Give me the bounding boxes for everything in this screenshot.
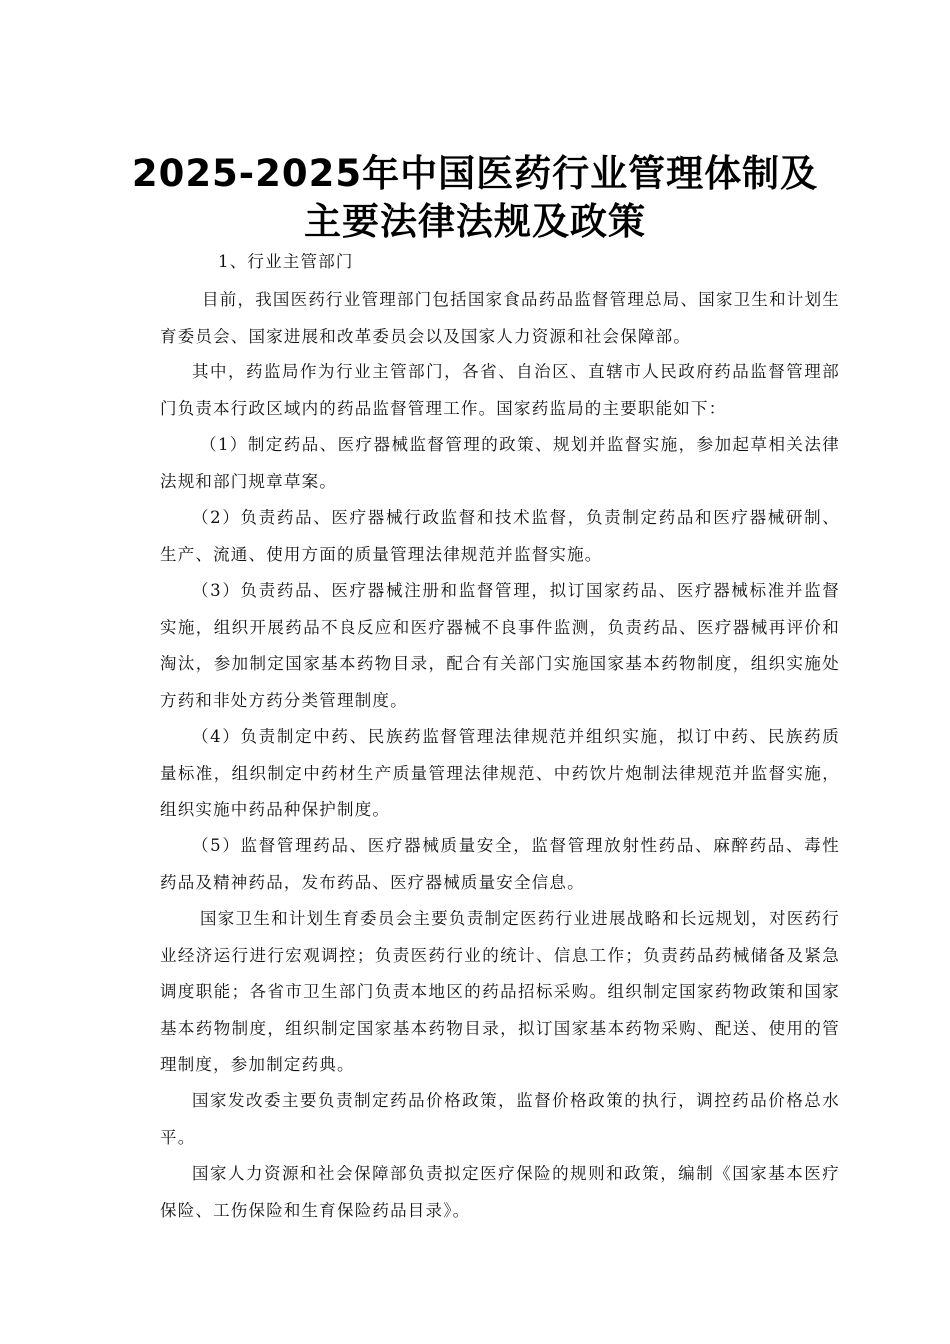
document-title-line-2: 主要法律法规及政策 (304, 200, 646, 243)
paragraph-health-commission: 国家卫生和计划生育委员会主要负责制定医药行业进展战略和长远规划，对医药行业经济运行进行宏观调控；负责医药行业的统计、信息工作；负责药品药械储备及紧急调度职能；各省市卫生部门负责本地区的药品招标采购。组织制定国家药物政策和国家基本药物制度，组织制定国家基本药物目录，拟订国家基本药物采购、配送、使用的管理制度，参加制定药典。 (160, 909, 840, 1074)
paragraph-duty-1: （1）制定药品、医疗器械监督管理的政策、规划并监督实施，参加起草相关法律法规和部门规章草案。 (160, 435, 840, 491)
paragraph-duty-5: （5）监督管理药品、医疗器械质量安全，监督管理放射性药品、麻醉药品、毒性药品及精神药品，发布药品、医疗器械质量安全信息。 (160, 836, 840, 892)
paragraph-hr-social-security: 国家人力资源和社会保障部负责拟定医疗保险的规则和政策，编制《国家基本医疗保险、工伤保险和生育保险药品目录》。 (160, 1164, 840, 1220)
paragraph-duty-3: （3）负责药品、医疗器械注册和监督管理，拟订国家药品、医疗器械标准并监督实施，组织开展药品不良反应和医疗器械不良事件监测，负责药品、医疗器械再评价和淘汰，参加制定国家基本药物目录，配合有关部门实施国家基本药物制度，组织实施处方药和非处方药分类管理制度。 (160, 581, 840, 710)
paragraph-fda-role: 其中，药监局作为行业主管部门，各省、自治区、直辖市人民政府药品监督管理部门负责本行政区域内的药品监督管理工作。国家药监局的主要职能如下： (160, 362, 840, 418)
section-heading: 1、行业主管部门 (218, 252, 354, 271)
paragraph-ndrc: 国家发改委主要负责制定药品价格政策，监督价格政策的执行，调控药品价格总水平。 (160, 1091, 840, 1147)
paragraph-management-departments: 目前，我国医药行业管理部门包括国家食品药品监督管理总局、国家卫生和计划生育委员会、国家进展和改革委员会以及国家人力资源和社会保障部。 (160, 290, 840, 346)
document-title-line-1: 2025-2025年中国医药行业管理体制及 (131, 152, 819, 195)
paragraph-duty-2: （2）负责药品、医疗器械行政监督和技术监督，负责制定药品和医疗器械研制、生产、流通、使用方面的质量管理法律规范并监督实施。 (160, 508, 840, 564)
paragraph-duty-4: （4）负责制定中药、民族药监督管理法律规范并组织实施，拟订中药、民族药质量标准，组织制定中药材生产质量管理法律规范、中药饮片炮制法律规范并监督实施，组织实施中药品种保护制度。 (160, 727, 840, 819)
